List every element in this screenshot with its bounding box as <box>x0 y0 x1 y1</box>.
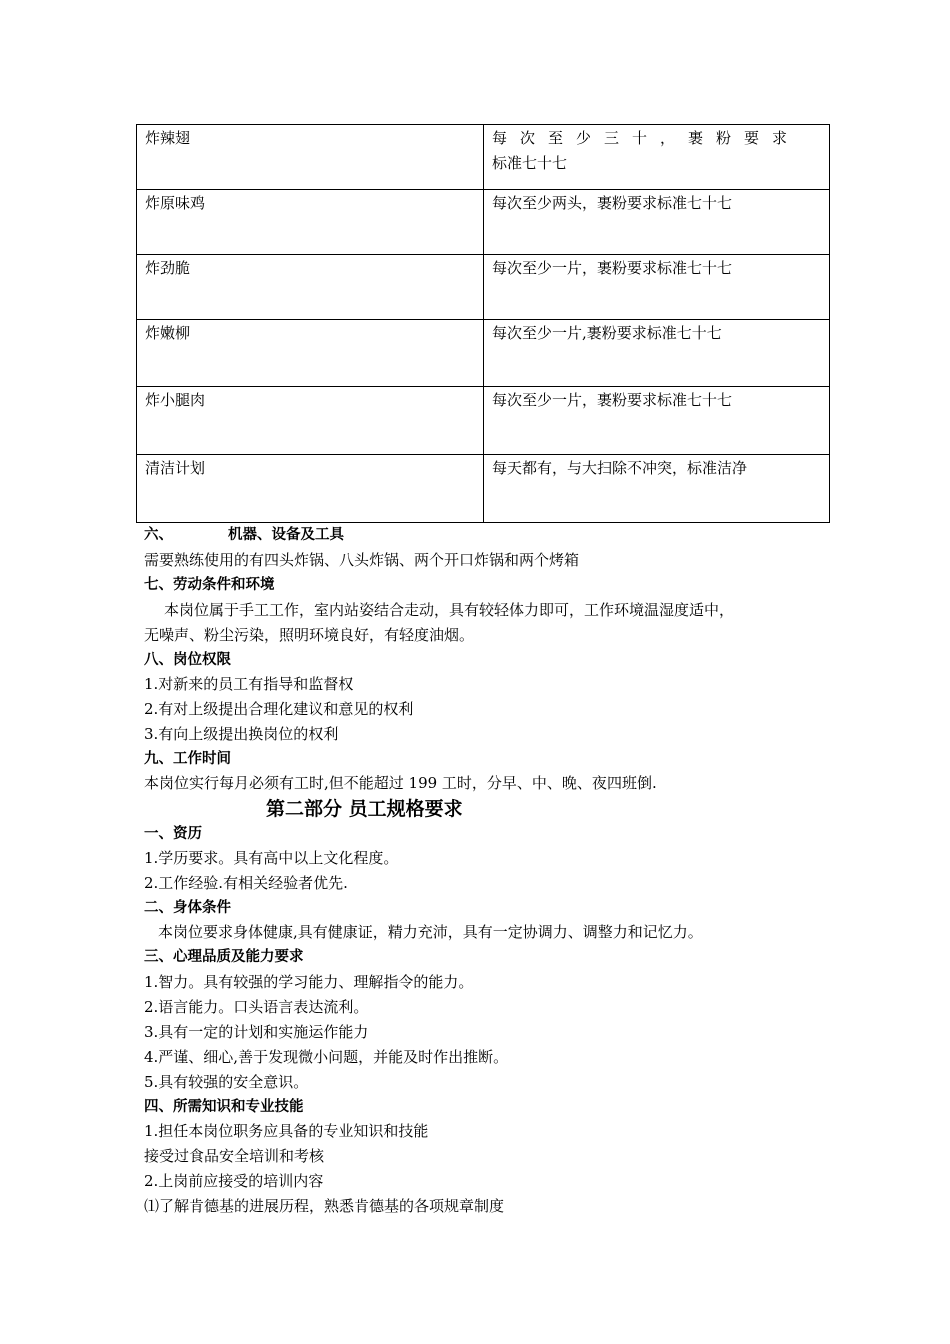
list-item: 2.语言能力。口头语言表达流利。 <box>144 998 369 1016</box>
task-requirement: 每次至少两头，裹粉要求标准七十七 <box>484 190 830 255</box>
task-requirement: 每次至少一片，裹粉要求标准七十七 <box>484 387 830 455</box>
section-heading: 一、资历 <box>144 826 202 842</box>
part-title: 第二部分 员工规格要求 <box>266 798 463 820</box>
paragraph: 本岗位要求身体健康,具有健康证，精力充沛，具有一定协调力、调整力和记忆力。 <box>158 923 703 941</box>
task-name: 炸嫩柳 <box>137 320 484 387</box>
task-name: 清洁计划 <box>137 455 484 523</box>
task-requirement: 每次至少一片，裹粉要求标准七十七 <box>484 255 830 320</box>
section-heading: 八、岗位权限 <box>144 652 231 668</box>
task-table <box>136 124 830 523</box>
paragraph: 需要熟练使用的有四头炸锅、八头炸锅、两个开口炸锅和两个烤箱 <box>144 551 580 569</box>
task-name: 炸劲脆 <box>137 255 484 320</box>
paragraph: 无噪声、粉尘污染，照明环境良好，有轻度油烟。 <box>144 626 475 644</box>
table-row <box>137 387 830 455</box>
task-name: 炸原味鸡 <box>137 190 484 255</box>
section-heading: 三、心理品质及能力要求 <box>144 949 304 965</box>
task-requirement: 每天都有，与大扫除不冲突，标准洁净 <box>484 455 830 523</box>
task-requirement: 每次至少一片,裹粉要求标准七十七 <box>484 320 830 387</box>
section-heading: 四、所需知识和专业技能 <box>144 1099 304 1115</box>
requirement-line: 每次至少三十，裹粉要求 <box>492 129 801 147</box>
table-row <box>137 255 830 320</box>
table-row <box>137 125 830 190</box>
list-item: 接受过食品安全培训和考核 <box>144 1147 325 1165</box>
task-name: 炸小腿肉 <box>137 387 484 455</box>
section-heading: 二、身体条件 <box>144 900 231 916</box>
requirement-line: 标准七十七 <box>492 154 568 172</box>
section-heading: 七、劳动条件和环境 <box>144 577 275 593</box>
section-number: 六、 <box>144 527 173 543</box>
table-row <box>137 320 830 387</box>
list-item: 2.上岗前应接受的培训内容 <box>144 1172 324 1190</box>
list-item: ⑴了解肯德基的进展历程，熟悉肯德基的各项规章制度 <box>144 1197 505 1215</box>
paragraph: 本岗位属于手工工作，室内站姿结合走动，具有较轻体力即可，工作环境温湿度适中， <box>164 601 735 619</box>
list-item: 1.担任本岗位职务应具备的专业知识和技能 <box>144 1122 429 1140</box>
list-item: 1.学历要求。具有高中以上文化程度。 <box>144 849 399 867</box>
list-item: 2.有对上级提出合理化建议和意见的权利 <box>144 700 414 718</box>
section-heading <box>144 525 344 545</box>
list-item: 2.工作经验.有相关经验者优先. <box>144 874 348 892</box>
paragraph: 本岗位实行每月必须有工时,但不能超过 199 工时，分早、中、晚、夜四班倒. <box>144 774 657 792</box>
section-heading: 九、工作时间 <box>144 751 231 767</box>
table-row <box>137 190 830 255</box>
task-name: 炸辣翅 <box>137 125 484 190</box>
list-item: 1.对新来的员工有指导和监督权 <box>144 675 354 693</box>
table-row <box>137 455 830 523</box>
list-item: 1.智力。具有较强的学习能力、理解指令的能力。 <box>144 973 474 991</box>
section-title: 机器、设备及工具 <box>228 527 344 543</box>
list-item: 3.有向上级提出换岗位的权利 <box>144 725 339 743</box>
list-item: 3.具有一定的计划和实施运作能力 <box>144 1023 369 1041</box>
list-item: 5.具有较强的安全意识。 <box>144 1073 309 1091</box>
task-requirement <box>484 125 830 190</box>
list-item: 4.严谨、细心,善于发现微小问题，并能及时作出推断。 <box>144 1048 509 1066</box>
